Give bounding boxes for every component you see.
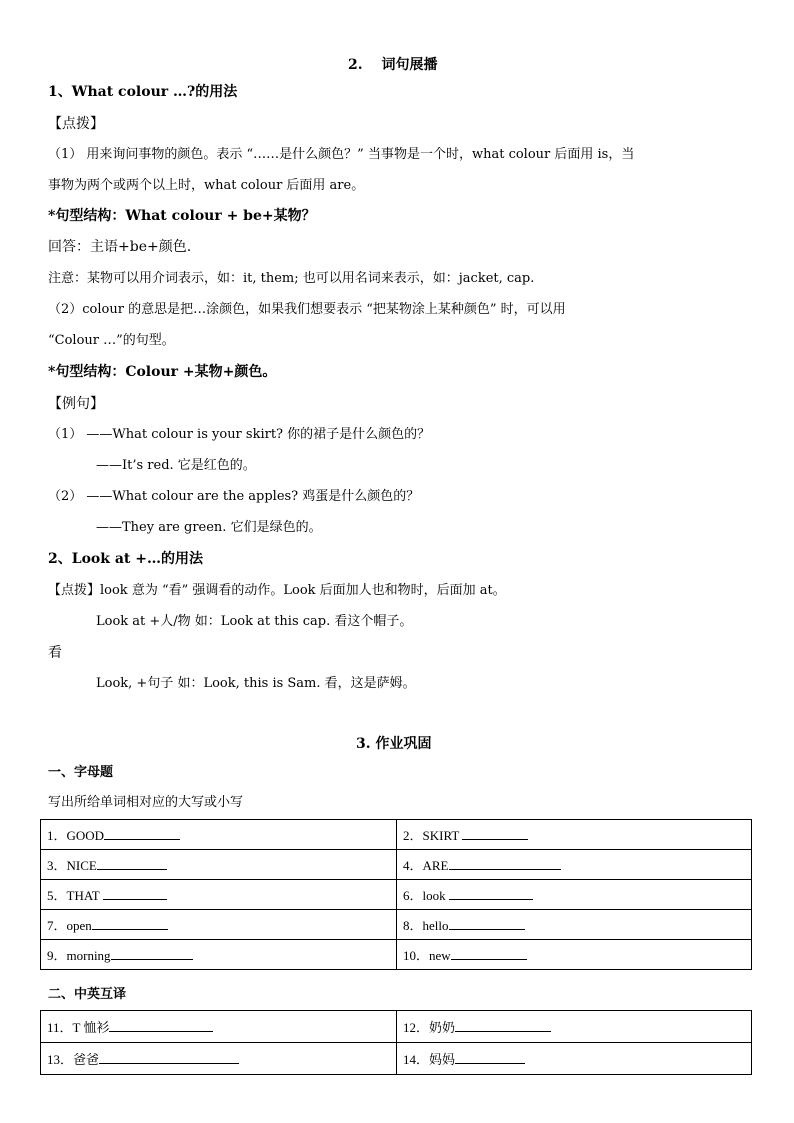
- exercise-item: 1．GOOD: [47, 828, 105, 843]
- exercise-item: 7．open: [47, 918, 92, 933]
- exercise-item: 5．THAT: [47, 888, 103, 903]
- example-label: 【例句】: [48, 396, 104, 412]
- exercise-cell: [41, 940, 397, 970]
- exercise-cell: [397, 1011, 752, 1043]
- answer-blank[interactable]: [99, 1051, 239, 1064]
- answer-blank[interactable]: [103, 887, 167, 900]
- exercise-item: 3．NICE: [47, 858, 97, 873]
- tip-label: 【点拨】: [48, 116, 104, 132]
- exercise-cell: [41, 880, 397, 910]
- answer-line: 回答：主语+be+颜色.: [48, 239, 192, 255]
- exercise-item: 11．T 恤衫: [47, 1020, 110, 1035]
- table-row: [41, 910, 752, 940]
- translation-exercise-table: [40, 1010, 752, 1075]
- example-2-question: （2） ——What colour are the apples? 鸡蛋是什么颜色的？: [48, 489, 420, 504]
- answer-blank[interactable]: [462, 827, 528, 840]
- answer-blank[interactable]: [451, 947, 527, 960]
- note-line: 注意：某物可以用介词表示，如：it, them; 也可以用名词来表示，如：jacket, cap.: [48, 271, 535, 286]
- answer-blank[interactable]: [111, 947, 193, 960]
- paragraph-1-line-1: （1） 用来询问事物的颜色。表示 “……是什么颜色？” 当事物是一个时，what colour 后面用 is，当: [48, 147, 635, 162]
- example-1-question: （1） ——What colour is your skirt? 你的裙子是什么颜色的？: [48, 427, 431, 442]
- table-row: [41, 850, 752, 880]
- answer-blank[interactable]: [455, 1051, 525, 1064]
- exercise-cell: [397, 820, 752, 850]
- example-1-answer: ——It’s red. 它是红色的。: [96, 458, 256, 473]
- exercise-cell: [41, 1011, 397, 1043]
- answer-blank[interactable]: [449, 917, 525, 930]
- sentence-structure-1: *句型结构：What colour + be+某物？: [48, 208, 316, 224]
- exercise-cell: [41, 1043, 397, 1075]
- exercise-cell: [41, 910, 397, 940]
- exercise-cell: [397, 880, 752, 910]
- table-row: [41, 880, 752, 910]
- look-tip: 【点拨】look 意为 “看” 强调看的动作。Look 后面加人也和物时，后面加 at。: [48, 583, 506, 598]
- answer-blank[interactable]: [455, 1019, 551, 1032]
- exercise-item: 6．look: [403, 888, 449, 903]
- exercise-item: 10．new: [403, 948, 451, 963]
- section2-title: 2. 词句展播: [348, 57, 438, 73]
- part1-title: 一、字母题: [48, 765, 114, 780]
- table-row: [41, 940, 752, 970]
- part2-title: 二、中英互译: [48, 987, 127, 1002]
- exercise-cell: [397, 850, 752, 880]
- exercise-cell: [397, 940, 752, 970]
- answer-blank[interactable]: [97, 857, 167, 870]
- answer-blank[interactable]: [104, 827, 180, 840]
- exercise-cell: [397, 1043, 752, 1075]
- paragraph-1-line-2: 事物为两个或两个以上时，what colour 后面用 are。: [48, 178, 365, 193]
- exercise-cell: [41, 820, 397, 850]
- answer-blank[interactable]: [109, 1019, 213, 1032]
- exercise-item: 12．奶奶: [403, 1020, 456, 1035]
- exercise-item: 2．SKIRT: [403, 828, 463, 843]
- exercise-item: 13．爸爸: [47, 1052, 100, 1067]
- exercise-item: 9．morning: [47, 948, 111, 963]
- table-row: [41, 1043, 752, 1075]
- sentence-structure-2: *句型结构：Colour +某物+颜色。: [48, 364, 277, 380]
- paragraph-2-line-2: “Colour …”的句型。: [48, 333, 175, 348]
- exercise-item: 8．hello: [403, 918, 449, 933]
- example-2-answer: ——They are green. 它们是绿色的。: [96, 520, 322, 535]
- answer-blank[interactable]: [449, 857, 561, 870]
- exercise-cell: [41, 850, 397, 880]
- look-pattern-2: Look, +句子 如：Look, this is Sam. 看，这是萨姆。: [96, 676, 416, 691]
- paragraph-2-line-1: （2）colour 的意思是把…涂颜色，如果我们想要表示 “把某物涂上某种颜色” 时，可以用: [48, 302, 566, 317]
- answer-blank[interactable]: [449, 887, 533, 900]
- look-kan: 看: [48, 645, 62, 661]
- exercise-item: 14．妈妈: [403, 1052, 456, 1067]
- part1-instruction: 写出所给单词相对应的大写或小写: [48, 795, 244, 810]
- answer-blank[interactable]: [92, 917, 168, 930]
- table-row: [41, 820, 752, 850]
- heading-look-at: 2、Look at +…的用法: [48, 551, 203, 567]
- exercise-cell: [397, 910, 752, 940]
- exercise-item: 4．ARE: [403, 858, 449, 873]
- look-pattern-1: Look at +人/物 如：Look at this cap. 看这个帽子。: [96, 614, 413, 629]
- heading-what-colour: 1、What colour …?的用法: [48, 84, 238, 100]
- section3-title: 3. 作业巩固: [356, 736, 432, 752]
- table-row: [41, 1011, 752, 1043]
- letter-exercise-table: [40, 819, 752, 970]
